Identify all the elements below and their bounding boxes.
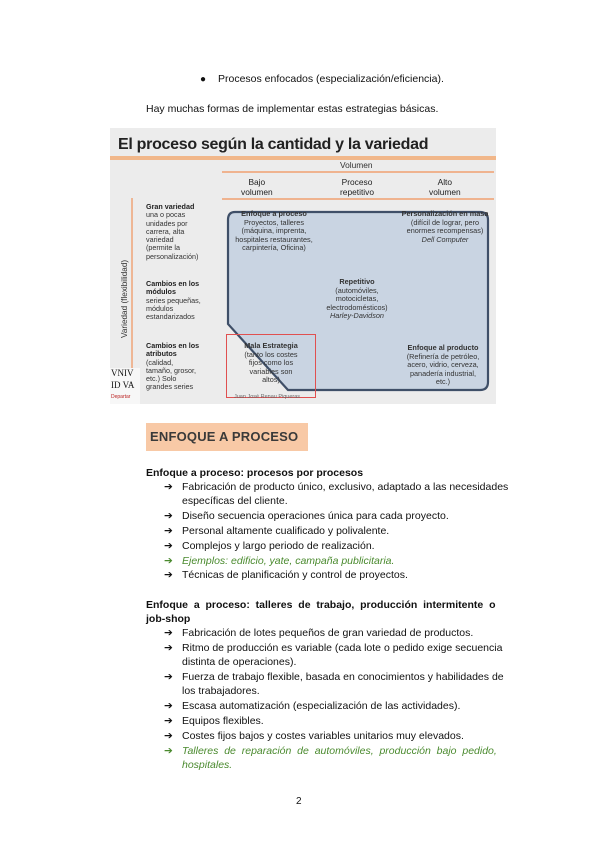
arrow-icon: ➔ (164, 525, 173, 537)
s1-item-3: Personal altamente cualificado y polivalente. (182, 525, 390, 537)
section-heading-text: ENFOQUE A PROCESO (150, 429, 299, 444)
s1-item-1: Fabricación de producto único, exclusivo, adaptado a las necesidades (182, 481, 509, 493)
s1-item-5-example: Ejemplos: edificio, yate, campaña publicitaria. (182, 555, 395, 567)
section2-heading-line1: Enfoque a proceso: talleres de trabajo, producción intermitente o (146, 599, 496, 611)
s1-item-4: Complejos y largo periodo de realización. (182, 540, 375, 552)
intro-bullet-text: Procesos enfocados (especialización/eficiencia). (218, 73, 444, 85)
y-axis-label: Variedad (flexibilidad) (120, 259, 129, 338)
university-logo: VNIV ID VA Departar (110, 368, 140, 404)
s1-item-1-cont: específicas del cliente. (182, 495, 288, 507)
cell-mala-estrategia: Mala Estrategia (tanto los costes fijos como los variables son altos) (244, 341, 298, 385)
s2-item-3: Fuerza de trabajo flexible, basada en conocimientos y habilidades de (182, 671, 504, 683)
cell-enfoque-producto: Enfoque al producto (Refinería de petróleo, acero, vidrio, cerveza, panadería industrial, etc.) (406, 343, 480, 387)
arrow-icon: ➔ (164, 730, 173, 742)
arrow-icon: ➔ (164, 715, 173, 727)
arrow-icon: ➔ (164, 569, 173, 581)
arrow-icon: ➔ (164, 700, 173, 712)
s1-item-6: Técnicas de planificación y control de proyectos. (182, 569, 408, 581)
arrow-icon: ➔ (164, 627, 173, 639)
arrow-icon: ➔ (164, 540, 173, 552)
intro-paragraph: Hay muchas formas de implementar estas estrategias básicas. (146, 103, 439, 115)
s2-item-6: Costes fijos bajos y costes variables unitarios muy elevados. (182, 730, 464, 742)
arrow-icon: ➔ (164, 671, 173, 683)
s2-item-3-cont: los trabajadores. (182, 685, 260, 697)
arrow-icon: ➔ (164, 555, 173, 567)
section2-heading-line2: job-shop (146, 613, 191, 625)
s2-item-1: Fabricación de lotes pequeños de gran variedad de productos. (182, 627, 474, 639)
figure-author: Juan José Renau Piqueras (234, 394, 301, 400)
col-bajo-volumen: Bajo volumen (241, 177, 273, 197)
section1-heading: Enfoque a proceso: procesos por procesos (146, 467, 364, 479)
cell-repetitivo: Repetitivo (automóviles, motocicletas, electrodomésticos) Harley-Davidson (326, 277, 388, 321)
bullet-dot: ● (200, 74, 207, 85)
s1-item-2: Diseño secuencia operaciones única para cada proyecto. (182, 510, 449, 522)
col-proceso-repetitivo: Proceso repetitivo (340, 177, 374, 197)
row-cambios-modulos: Cambios en los módulos series pequeñas, módulos estandarizados (146, 279, 201, 322)
arrow-icon: ➔ (164, 642, 173, 654)
figure-title: El proceso según la cantidad y la variedad (118, 136, 429, 153)
process-volume-variety-figure (110, 128, 496, 404)
arrow-icon: ➔ (164, 481, 173, 493)
volume-header: Volumen (340, 160, 373, 170)
s2-item-2: Ritmo de producción es variable (cada lote o pedido exige secuencia (182, 642, 503, 654)
col-alto-volumen: Alto volumen (429, 177, 461, 197)
s2-item-7-example: Talleres de reparación de automóviles, producción bajo pedido, (182, 745, 497, 757)
row-gran-variedad: Gran variedad una o pocas unidades por carrera, alta variedad (permite la personalización) (146, 202, 199, 261)
cell-enfoque-proceso: Enfoque a proceso Proyectos, talleres (máquina, imprenta, hospitales restaurantes, carpintería, Oficina) (235, 209, 313, 253)
arrow-icon: ➔ (164, 745, 173, 757)
s2-item-4: Escasa automatización (especialización de las actividades). (182, 700, 461, 712)
section-heading-banner (146, 423, 308, 451)
s2-item-7-example-cont: hospitales. (182, 759, 233, 771)
s2-item-2-cont: distinta de operaciones). (182, 656, 297, 668)
cell-personalizacion-masa: Personalización en masa (difícil de lograr, pero enormes recompensas) Dell Computer (401, 209, 489, 244)
s2-item-5: Equipos flexibles. (182, 715, 264, 727)
row-cambios-atributos: Cambios en los atributos (calidad, tamaño, grosor, etc.) Solo grandes series (146, 341, 200, 392)
arrow-icon: ➔ (164, 510, 173, 522)
page-number: 2 (296, 796, 302, 807)
